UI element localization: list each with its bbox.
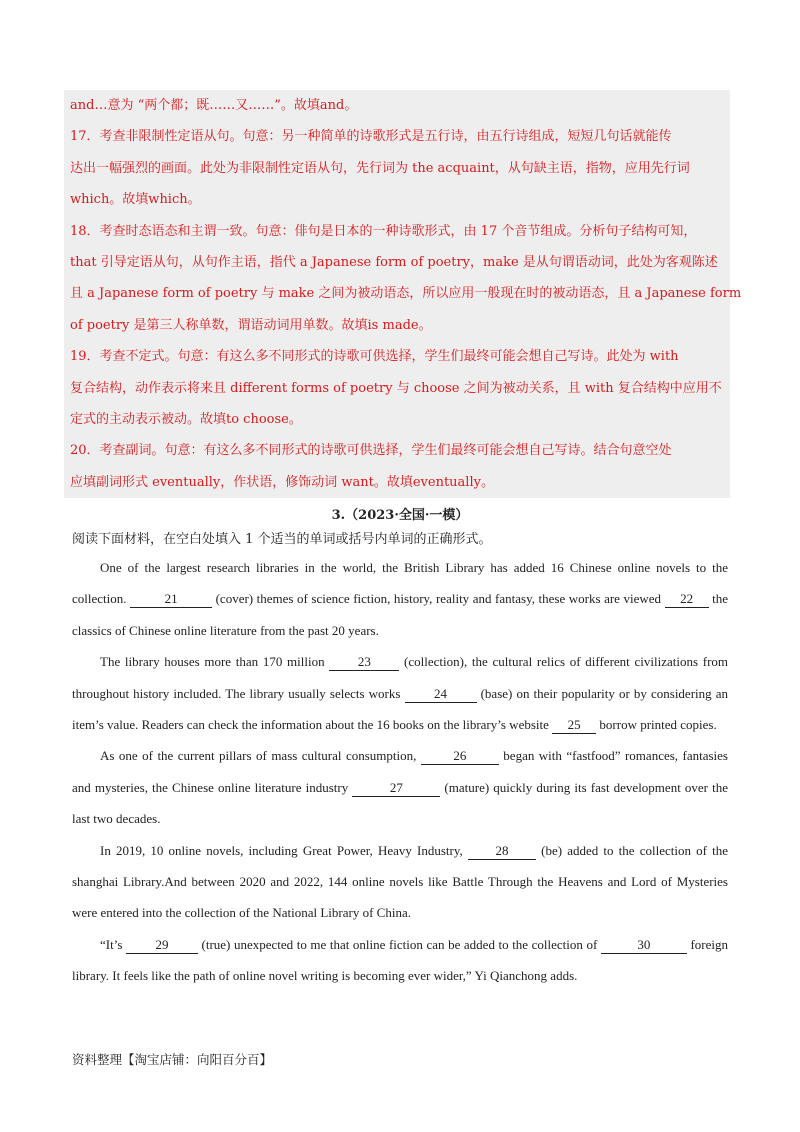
passage [72,552,728,992]
text-run: foreign library. It feels like the path of online novel writing is becoming ever wider,” Yi Qianchong adds. [72,936,728,984]
text-run: In 2019, 10 online novels, including Great Power, Heavy Industry, [100,842,468,858]
text-run: began with “fastfood” romances, fantasies and mysteries, the Chinese online literature industry [72,748,728,795]
text-run: the classics of Chinese online literature from the past 20 years. [72,591,728,638]
blank-25: 25 [552,717,596,734]
section-title: 3.（2023·全国·一模） [331,508,469,523]
blank-22: 22 [665,591,709,608]
text-run: As one of the current pillars of mass cultural consumption, [100,748,421,764]
answer-line: and…意为 “两个都；既……又……”。故填and。 [70,98,358,113]
text-run: (base) on their popularity or by considering an item’s value. Readers can check the information about the 16 books on the library’s website [72,685,728,733]
text-run: (true) unexpected to me that online fiction can be added to the collection of [197,936,601,952]
text-run: One of the largest research libraries in the world, the British Library has added 16 Chinese online novels to the collection. [72,560,728,607]
blank-26: 26 [421,748,499,765]
paragraph [72,835,728,929]
paragraph [72,646,728,740]
blank-27: 27 [352,780,440,797]
blank-21: 21 [130,591,212,608]
blank-23: 23 [329,654,399,671]
answer-line: 达出一幅强烈的画面。此处为非限制性定语从句，先行词为 the acquaint，从句缺主语，指物，应用先行词 [70,160,690,176]
answer-line: which。故填which。 [70,192,201,208]
paragraph [72,740,728,834]
blank-30: 30 [601,937,687,954]
text-run: (mature) quickly during its fast development over the last two decades. [72,779,728,827]
exercise-section [72,506,728,992]
footer-note: 资料整理【淘宝店铺：向阳百分百】 [72,1052,273,1067]
answer-line: 17．考查非限制性定语从句。句意：另一种简单的诗歌形式是五行诗，由五行诗组成，短短几句话就能传 [70,129,672,145]
text-run: (cover) themes of science fiction, history, reality and fantasy, these works are viewed [212,591,665,607]
blank-28: 28 [468,843,536,860]
text-run: The library houses more than 170 million [100,654,330,670]
answer-line: 定式的主动表示被动。故填to choose。 [70,412,302,428]
answer-line: of poetry 是第三人称单数，谓语动词用单数。故填is made。 [70,317,432,333]
text-run: “It’s [100,936,126,952]
answer-line: 19．考查不定式。句意：有这么多不同形式的诗歌可供选择，学生们最终可能会想自己写诗。此处为 with [70,349,679,365]
answer-line: 复合结构，动作表示将来且 different forms of poetry 与 choose 之间为被动关系，且 with 复合结构中应用不 [70,380,722,396]
answer-line: 应填副词形式 eventually，作状语，修饰动词 want。故填eventually。 [70,474,494,490]
answer-line: that 引导定语从句，从句作主语，指代 a Japanese form of poetry，make 是从句谓语动词，此处为客观陈述 [70,255,718,271]
paragraph [72,552,728,646]
blank-29: 29 [126,937,198,954]
answer-explanations [64,90,742,498]
answer-line: 且 a Japanese form of poetry 与 make 之间为被动语态，所以应用一般现在时的被动语态，且 a Japanese form [70,286,742,302]
text-run: (be) added to the collection of the shanghai Library.And between 2020 and 2022, 144 online novels like Battle Through the Heavens and Lord of Mysteries were entered into the collection of the National Library of China. [72,842,728,921]
text-run: (collection), the cultural relics of different civilizations from throughout history included. The library usually selects works [72,654,729,701]
blank-24: 24 [405,686,477,703]
paragraph [72,929,728,992]
answer-line: 20．考查副词。句意：有这么多不同形式的诗歌可供选择，学生们最终可能会想自己写诗。结合句意空处 [70,443,672,459]
answer-line: 18．考查时态语态和主谓一致。句意：俳句是日本的一种诗歌形式，由 17 个音节组成。分析句子结构可知， [70,223,697,239]
instruction-text: 阅读下面材料，在空白处填入 1 个适当的单词或括号内单词的正确形式。 [72,532,492,547]
text-run: borrow printed copies. [596,717,717,733]
